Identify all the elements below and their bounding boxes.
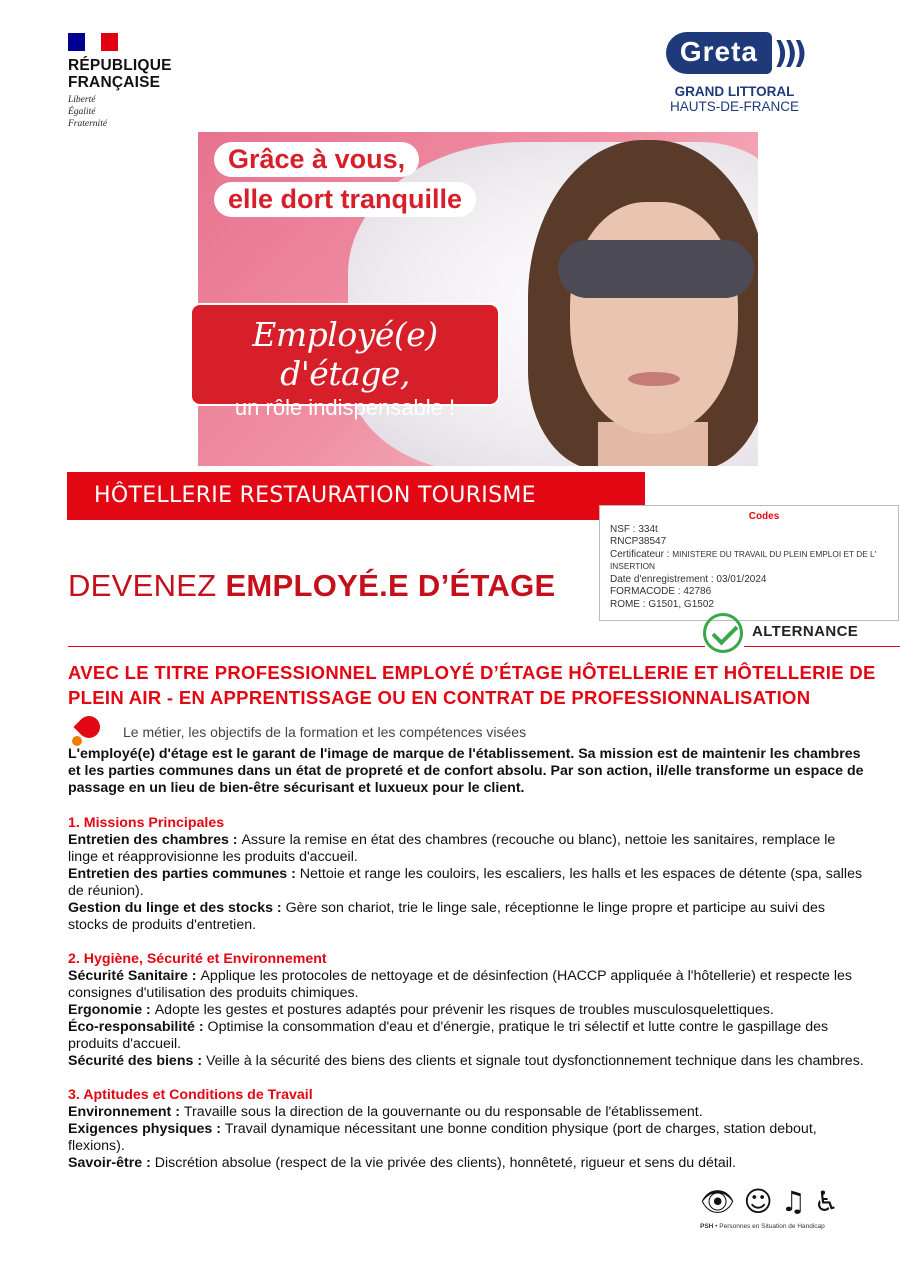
hero-box-role: un rôle indispensable ! [234, 395, 456, 420]
item-label: Environnement : [68, 1104, 184, 1120]
rf-motto-fraternite: Fraternité [68, 119, 108, 129]
rocket-icon [70, 716, 106, 748]
republique-francaise-logo [68, 33, 198, 130]
section-title-aptitudes: 3. Aptitudes et Conditions de Travail [68, 1087, 313, 1103]
section-item [68, 832, 868, 866]
codes-certificateur-value: MINISTERE DU TRAVAIL DU PLEIN EMPLOI ET DE L' INSERTION [610, 548, 877, 571]
accessibility-block [700, 1187, 860, 1230]
greta-logo [632, 26, 837, 114]
greta-mark [632, 26, 837, 80]
section-item [68, 866, 868, 900]
codes-rncp: RNCP38547 [610, 536, 667, 547]
rf-motto [68, 94, 198, 130]
alternance-label: ALTERNANCE [752, 623, 859, 640]
codes-formacode: FORMACODE : 42786 [610, 586, 712, 597]
item-label: Sécurité Sanitaire : [68, 968, 201, 984]
section-title-hygiene: 2. Hygiène, Sécurité et Environnement [68, 951, 327, 967]
greta-region-line1: GRAND LITTORAL [674, 84, 795, 99]
hero-sleep-mask [558, 240, 754, 298]
psh-text: • Personnes en Situation de Handicap [713, 1223, 825, 1230]
item-text: Nettoie et range les couloirs, les escaliers, les halls et les espaces de détente (spa, salles de réunion). [68, 866, 863, 899]
item-text: Discrétion absolue (respect de la vie privée des clients), honnêteté, rigueur et sens du détail. [154, 1155, 736, 1171]
item-label: Entretien des parties communes : [68, 866, 300, 882]
rf-motto-liberte: Liberté [68, 95, 96, 105]
codes-rome: ROME : G1501, G1502 [610, 598, 714, 610]
item-label: Savoir-être : [68, 1155, 155, 1171]
rf-motto-egalite: Égalité [68, 107, 96, 117]
rf-name-line1: RÉPUBLIQUE [68, 57, 172, 74]
subtitle: AVEC LE TITRE PROFESSIONNEL EMPLOYÉ D’ÉTAGE HÔTELLERIE ET HÔTELLERIE DE PLEIN AIR - EN APPRENTISSAGE OU EN CONTRAT DE PROFESSIONNALISATION [68, 662, 876, 708]
item-text: Assure la remise en état des chambres (recouche ou blanc), nettoie les sanitaires, remplace le linge et réapprovisionne les produits d'accueil. [68, 832, 836, 865]
codes-certificateur-label: Certificateur : [610, 548, 673, 560]
marianne-flag-icon [68, 33, 118, 51]
greta-wordmark: Greta [666, 32, 772, 74]
category-band: HÔTELLERIE RESTAURATION TOURISME [67, 472, 645, 520]
section-item [68, 1121, 868, 1155]
rf-name-line2: FRANÇAISE [68, 74, 161, 91]
section-item [68, 1155, 868, 1172]
section-item [68, 1053, 868, 1070]
item-label: Gestion du linge et des stocks : [68, 900, 286, 916]
visual-impairment-icon: 👁 [700, 1185, 736, 1218]
hero-red-box [190, 303, 500, 420]
wheelchair-icon: ♿ [813, 1185, 839, 1218]
item-text: Travail dynamique nécessitant une bonne condition physique (port de charges, station debout, flexions). [68, 1121, 817, 1154]
codes-certificateur [610, 549, 888, 574]
psh-label [700, 1223, 860, 1230]
rf-name [68, 57, 198, 91]
accessibility-icons [700, 1187, 860, 1217]
section-item [68, 1002, 868, 1019]
title-divider [68, 646, 705, 647]
item-text: Travaille sous la direction de la gouvernante ou du responsable de l'établissement. [183, 1104, 703, 1120]
item-label: Ergonomie : [68, 1002, 155, 1018]
section-item [68, 900, 868, 934]
intro-paragraph: L'employé(e) d'étage est le garant de l'image de marque de l'établissement. Sa mission est de maintenir les chambres et les parties communes dans un état de propreté et de confort absolu. Par son action, il/elle transforme un espace de passage en un lieu de bien-être sécurisant et luxueux pour le client. [68, 746, 864, 796]
title-divider-right [744, 646, 900, 647]
hero-lips [628, 372, 680, 386]
psh-abbr: PSH [700, 1223, 714, 1230]
item-text: Optimise la consommation d'eau et d'énergie, pratique le tri sélectif et lutte contre le gaspillage des produits d'accueil. [68, 1019, 829, 1052]
codes-nsf: NSF : 334t [610, 523, 658, 535]
hero-bubble-line2: elle dort tranquille [214, 182, 476, 217]
item-text: Veille à la sécurité des biens des clients et signale tout dysfonctionnement technique dans les chambres. [205, 1053, 864, 1069]
greta-arcs-icon: ))) [774, 35, 804, 71]
greta-region-line2: HAUTS-DE-FRANCE [669, 99, 799, 114]
item-label: Exigences physiques : [68, 1121, 225, 1137]
metier-heading: Le métier, les objectifs de la formation et les compétences visées [123, 724, 527, 740]
item-text: Adopte les gestes et postures adaptés pour prévenir les risques de troubles musculosquelettiques. [154, 1002, 774, 1018]
main-content [68, 746, 868, 1172]
item-label: Entretien des chambres : [68, 832, 242, 848]
metier-heading-row [70, 716, 526, 748]
section-title-missions: 1. Missions Principales [68, 815, 225, 831]
section-item [68, 1104, 868, 1121]
codes-date: Date d'enregistrement : 03/01/2024 [610, 573, 767, 585]
page-title-main: EMPLOYÉ.E D’ÉTAGE [225, 568, 556, 603]
hero-face [570, 202, 738, 434]
mental-disability-icon: ☺ [743, 1185, 773, 1218]
codes-box [599, 505, 899, 621]
page-title [68, 568, 556, 604]
hero-bubble-line1: Grâce à vous, [214, 142, 419, 177]
section-item [68, 968, 868, 1002]
item-label: Sécurité des biens : [68, 1053, 206, 1069]
hero-box-script: Employé(e) d'étage, [252, 315, 438, 393]
check-circle-icon [703, 613, 743, 653]
section-item [68, 1019, 868, 1053]
codes-title: Codes [748, 511, 780, 522]
item-label: Éco-responsabilité : [68, 1019, 208, 1035]
item-text: Gère son chariot, trie le linge sale, réceptionne le linge propre et participe au suivi des stocks de produits d'entretien. [68, 900, 826, 933]
item-text: Applique les protocoles de nettoyage et de désinfection (HACCP appliquée à l'hôtellerie) et respecte les consignes d'utilisation des produits chimiques. [68, 968, 852, 1001]
hearing-impairment-icon: ♫ [780, 1185, 806, 1218]
page-title-prefix: DEVENEZ [68, 568, 226, 603]
